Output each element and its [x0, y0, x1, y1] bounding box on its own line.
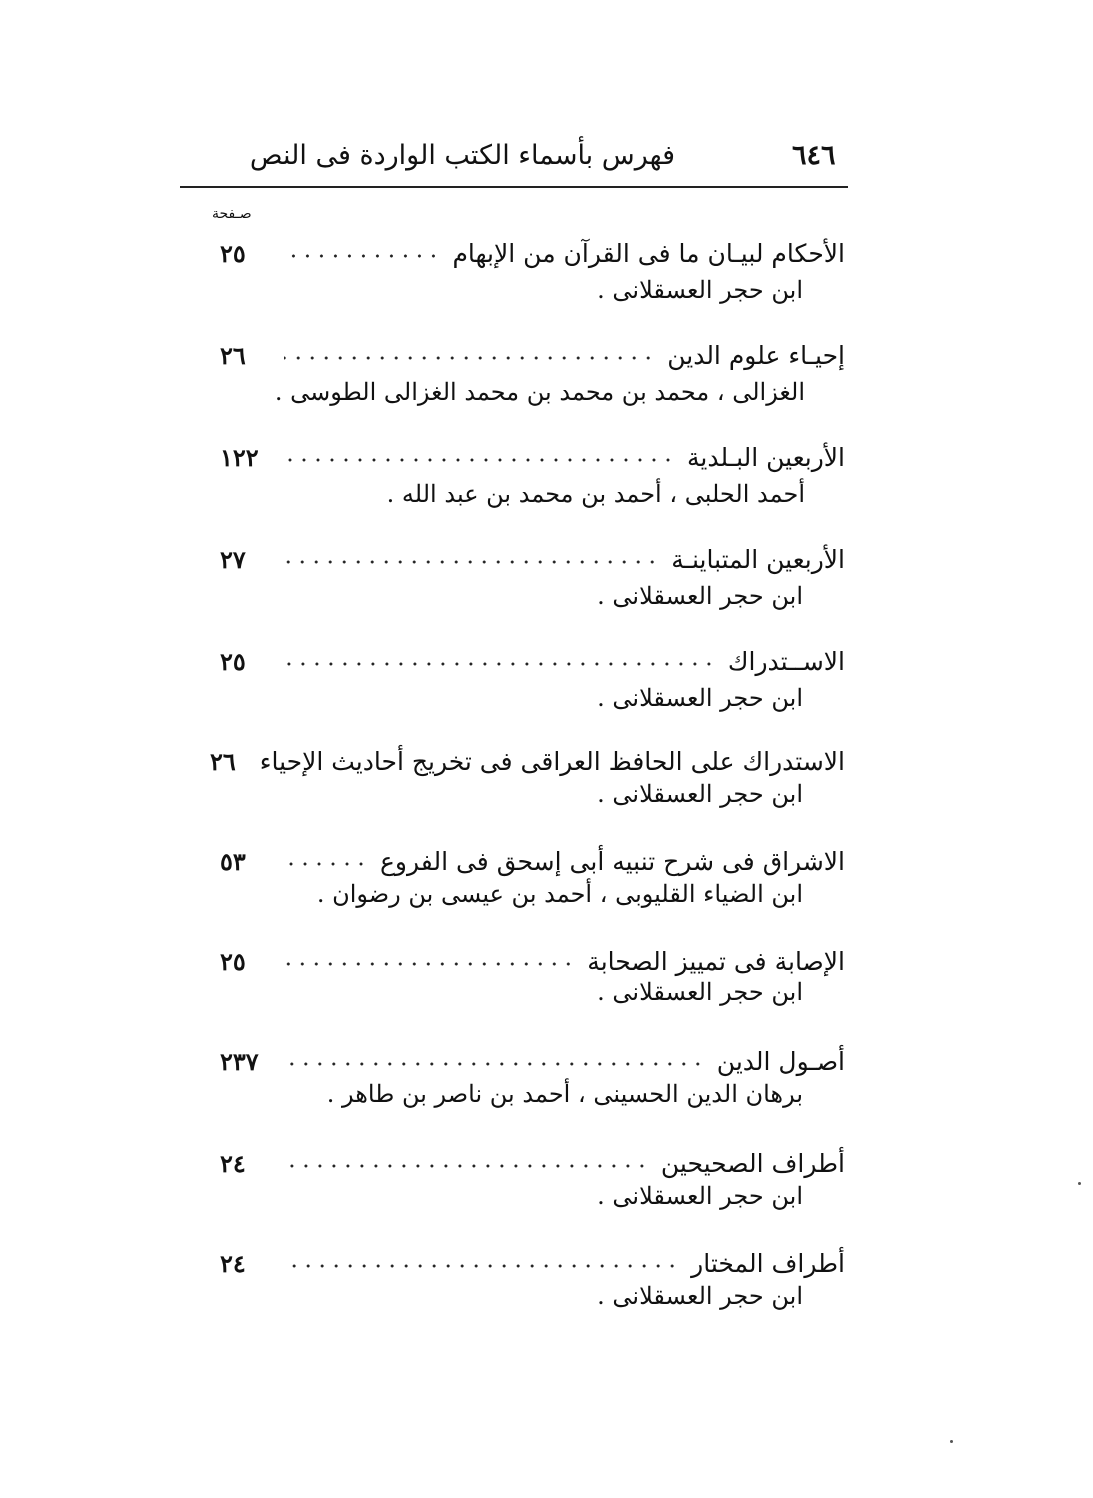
page-ref: ٢٦ — [209, 747, 236, 776]
index-entry — [0, 832, 1093, 932]
index-entry — [0, 530, 1093, 630]
dot-leader — [284, 560, 659, 564]
page-ref: ٥٣ — [220, 847, 246, 876]
book-author: ابن حجر العسقلانى . — [597, 1182, 803, 1210]
dot-leader — [284, 458, 675, 462]
dot-leader — [284, 1164, 649, 1168]
book-author: الغزالى ، محمد بن محمد بن محمد الغزالى الطوسى . — [274, 378, 805, 406]
page-number: ٦٤٦ — [792, 140, 836, 171]
entry-line — [209, 732, 845, 776]
entry-line — [220, 1134, 845, 1178]
index-entry — [0, 428, 1093, 528]
book-author: ابن حجر العسقلانى . — [597, 978, 803, 1006]
entry-line — [220, 1234, 845, 1278]
book-author: ابن حجر العسقلانى . — [597, 684, 803, 712]
entry-line — [220, 428, 845, 472]
book-title: الأربعين المتباينـة — [671, 545, 845, 574]
scan-speck — [1078, 1182, 1081, 1185]
index-entry — [0, 1032, 1093, 1132]
book-title: الاشراق فى شرح تنبيه أبى إسحق فى الفروع — [380, 847, 845, 876]
index-entry — [0, 632, 1093, 732]
entry-line — [220, 832, 845, 876]
page-ref: ٢٤ — [220, 1149, 246, 1178]
dot-leader — [284, 1062, 705, 1066]
book-title: أطراف المختار — [691, 1249, 845, 1278]
entry-line — [220, 326, 845, 370]
book-author: ابن حجر العسقلانى . — [597, 276, 803, 304]
index-entry — [0, 932, 1093, 1032]
page-ref: ٢٣٧ — [220, 1047, 259, 1076]
dot-leader — [284, 254, 440, 258]
book-author: ابن حجر العسقلانى . — [597, 780, 803, 808]
index-entry — [0, 732, 1093, 832]
index-entry — [0, 326, 1093, 426]
book-author: ابن الضياء القليوبى ، أحمد بن عيسى بن رضوان . — [316, 880, 803, 908]
book-author: أحمد الحلبى ، أحمد بن محمد بن عبد الله . — [386, 480, 805, 508]
page-ref: ٢٥ — [220, 947, 246, 976]
dot-leader — [284, 862, 368, 866]
header-divider — [180, 186, 848, 188]
scan-speck — [950, 1440, 953, 1443]
index-entry — [0, 1234, 1093, 1334]
book-title: أصـول الدين — [716, 1047, 845, 1076]
book-title: أطراف الصحيحين — [660, 1149, 845, 1178]
index-entry — [0, 1134, 1093, 1234]
page-ref: ٢٤ — [220, 1249, 246, 1278]
entry-line — [220, 932, 845, 976]
book-title: إحيـاء علوم الدين — [667, 341, 845, 370]
page-title: فهرس بأسماء الكتب الواردة فى النص — [249, 140, 675, 171]
entry-line — [220, 530, 845, 574]
book-title: الأربعين البـلدية — [686, 443, 845, 472]
page-ref: ١٢٢ — [220, 443, 259, 472]
book-title: الإصابة فى تمييز الصحابة — [587, 947, 845, 976]
book-author: برهان الدين الحسينى ، أحمد بن ناصر بن طاهر . — [326, 1080, 803, 1108]
book-author: ابن حجر العسقلانى . — [597, 1282, 803, 1310]
entry-line — [220, 1032, 845, 1076]
page-ref: ٢٦ — [220, 341, 246, 370]
entry-line — [220, 224, 845, 268]
book-author: ابن حجر العسقلانى . — [597, 582, 803, 610]
book-title: الاستدراك على الحافظ العراقى فى تخريج أحاديث الإحياء — [259, 747, 845, 776]
dot-leader — [284, 1264, 679, 1268]
entry-line — [220, 632, 845, 676]
dot-leader — [284, 662, 716, 666]
book-title: الأحكام لبيـان ما فى القرآن من الإبهام — [452, 239, 845, 268]
page-ref: ٢٧ — [220, 545, 246, 574]
page-header — [180, 140, 845, 184]
page-column-label: صـفحة — [212, 206, 252, 222]
page-ref: ٢٥ — [220, 647, 246, 676]
book-title: الاســتدراك — [727, 647, 845, 676]
page-ref: ٢٥ — [220, 239, 246, 268]
dot-leader — [284, 962, 575, 966]
index-entry — [0, 224, 1093, 324]
dot-leader — [284, 356, 655, 360]
